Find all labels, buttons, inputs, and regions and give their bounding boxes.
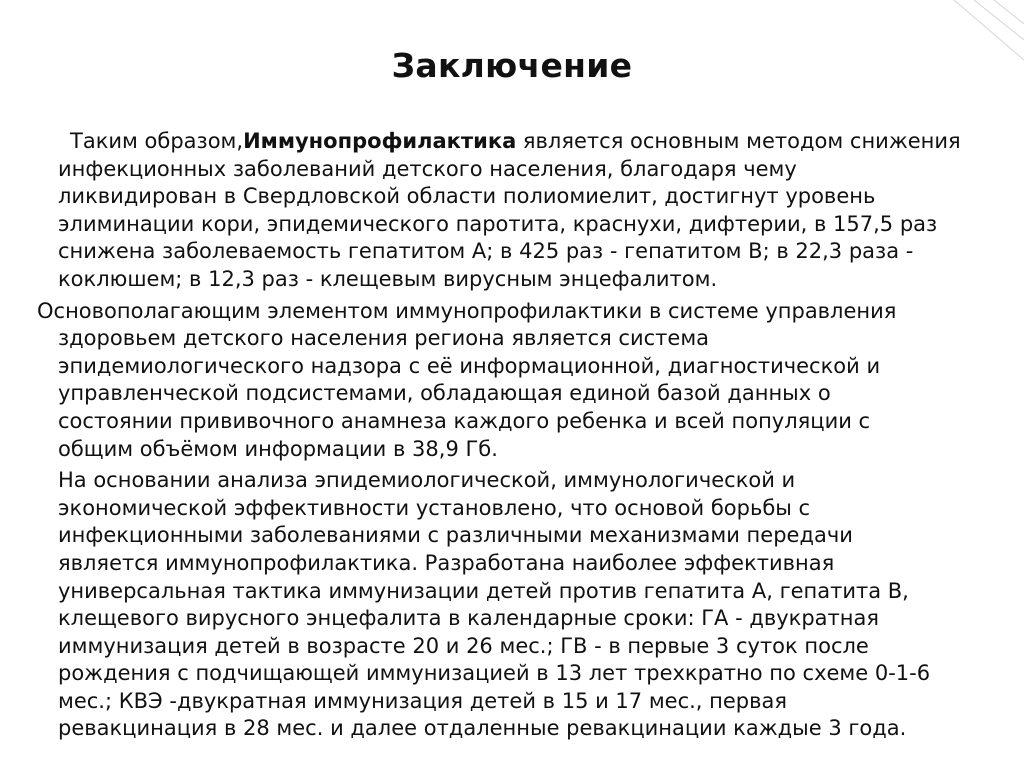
paragraph-2-line: здоровьем детского населения региона является система bbox=[58, 326, 710, 351]
paragraph-3-line: ревакцинация в 28 мес. и далее отдаленные ревакцинации каждые 3 года. bbox=[58, 716, 907, 741]
paragraph-3-line: универсальная тактика иммунизации детей против гепатита А, гепатита В, bbox=[58, 578, 909, 603]
paragraph-2 bbox=[37, 298, 970, 464]
bold-term: Иммунопрофилактика bbox=[243, 129, 517, 153]
paragraph-3-line: инфекционными заболеваниями с различными механизмами передачи bbox=[58, 523, 853, 548]
slide-title: Заключение bbox=[391, 46, 633, 85]
paragraph-2-line: общим объёмом информации в 38,9 Гб. bbox=[58, 436, 498, 461]
paragraph-2-line: состоянии прививочного анамнеза каждого ребенка и всей популяции с bbox=[58, 408, 871, 433]
paragraph-1-line: элиминации кори, эпидемического паротита, краснухи, дифтерии, в 157,5 раз bbox=[58, 211, 938, 236]
paragraph-1-line: снижена заболеваемость гепатитом А; в 425 раз - гепатитом В; в 22,3 раза - bbox=[58, 239, 914, 264]
paragraph-3-line: клещевого вирусного энцефалита в календарные сроки: ГА - двукратная bbox=[58, 606, 879, 631]
slide-body bbox=[37, 128, 970, 747]
paragraph-3-line: мес.; КВЭ -двукратная иммунизация детей в 15 и 17 мес., первая bbox=[58, 688, 788, 713]
paragraph-1-line: ликвидирован в Свердловской области полиомиелит, достигнут уровень bbox=[58, 184, 876, 209]
paragraph-2-line-1: Основополагающим элементом иммунопрофилактики в системе управления bbox=[37, 298, 897, 323]
paragraph-2-line: управленческой подсистемами, обладающая единой базой данных о bbox=[58, 381, 831, 406]
paragraph-1-line-1: Таким образом,Иммунопрофилактика является основным методом снижения bbox=[70, 129, 961, 153]
paragraph-3-line: является иммунопрофилактика. Разработана наиболее эффективная bbox=[58, 550, 835, 575]
paragraph-2-line: эпидемиологического надзора с её информационной, диагностической и bbox=[58, 353, 881, 378]
paragraph-1 bbox=[58, 128, 970, 294]
paragraph-3-line-1: На основании анализа эпидемиологической, иммунологической и bbox=[58, 468, 796, 493]
paragraph-3-line: экономической эффективности установлено, что основой борьбы с bbox=[58, 495, 811, 520]
paragraph-3-line: рождения с подчищающей иммунизацией в 13 лет трехкратно по схеме 0-1-6 bbox=[58, 661, 931, 686]
paragraph-3-line: иммунизация детей в возрасте 20 и 26 мес.; ГВ - в первые 3 суток после bbox=[58, 633, 869, 658]
paragraph-1-line: инфекционных заболеваний детского населения, благодаря чему bbox=[58, 156, 797, 181]
paragraph-1-line: коклюшем; в 12,3 раз - клещевым вирусным энцефалитом. bbox=[58, 266, 718, 291]
paragraph-3 bbox=[58, 467, 970, 743]
